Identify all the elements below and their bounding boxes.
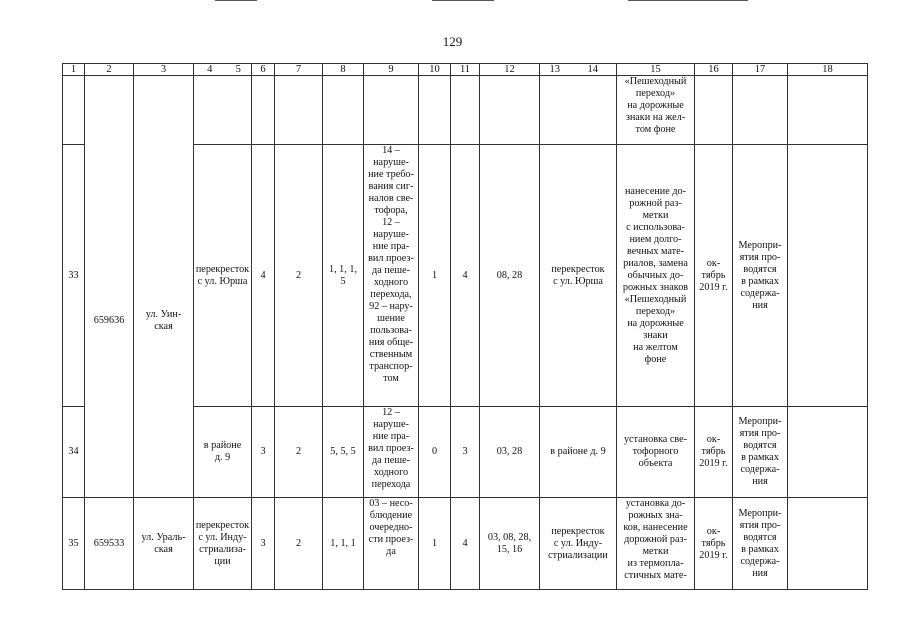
- col7-value: 2: [275, 407, 323, 498]
- cell: [695, 76, 733, 145]
- col10-value: 0: [419, 407, 451, 498]
- violations-text: 14 – наруше- ние требо- вания сиг- налов све- тофора, 12 – наруше- ние пра- вил проез- да пеше- ходного перехода, 92 – нару- шение пользова- ния обще- ственным транспор- том: [364, 145, 419, 407]
- col-header-18: 18: [788, 64, 868, 76]
- location: перекресток с ул. Инду- стриализа- ции: [194, 498, 252, 590]
- location-detail: перекресток с ул. Инду- стриализации: [540, 498, 617, 590]
- cell: [323, 76, 364, 145]
- col6-value: 3: [252, 407, 275, 498]
- note: Меропри- ятия про- водятся в рамках содержа- ния: [733, 498, 788, 590]
- continuation-row: [63, 76, 868, 145]
- col18-value: [788, 498, 868, 590]
- measures-text: нанесение до- рожной раз- метки с использова- нием долго- вечных мате- риалов, замена обычных до- рожных знаков «Пешеходный переход» на дорожные знаки на желтом фоне: [617, 145, 695, 407]
- col11-value: 4: [451, 498, 480, 590]
- col-header-11: 11: [451, 64, 480, 76]
- col-header-10: 10: [419, 64, 451, 76]
- road-code: 659636: [85, 145, 134, 498]
- col10-value: 1: [419, 498, 451, 590]
- col10-value: 1: [419, 145, 451, 407]
- location: в районе д. 9: [194, 407, 252, 498]
- note: Меропри- ятия про- водятся в рамках содержа- ния: [733, 407, 788, 498]
- col6-value: 4: [252, 145, 275, 407]
- row-number: 35: [63, 498, 85, 590]
- road-code: 659533: [85, 498, 134, 590]
- cell: [134, 76, 194, 145]
- col-header-3: 3: [134, 64, 194, 76]
- data-table: [62, 63, 868, 590]
- row-number: 33: [63, 145, 85, 407]
- col-header-1: 1: [63, 64, 85, 76]
- col12-value: 03, 28: [480, 407, 540, 498]
- column-header-row: [63, 64, 868, 76]
- col12-value: 08, 28: [480, 145, 540, 407]
- col11-value: 4: [451, 145, 480, 407]
- measures-text: установка до- рожных зна- ков, нанесение дорожной раз- метки из термопла- стичных мате-: [617, 498, 695, 590]
- top-rule-right: [628, 0, 748, 1]
- location-detail: перекресток с ул. Юрша: [540, 145, 617, 407]
- cell: [788, 76, 868, 145]
- col-header-2: 2: [85, 64, 134, 76]
- violations-text: 12 – наруше- ние пра- вил проез- да пеше- ходного перехода: [364, 407, 419, 498]
- col8-value: 1, 1, 1: [323, 498, 364, 590]
- cell: [275, 76, 323, 145]
- col-header-17: 17: [733, 64, 788, 76]
- col-header-6: 6: [252, 64, 275, 76]
- col-header-4: 4: [194, 64, 226, 76]
- cell: [85, 76, 134, 145]
- col8-value: 1, 1, 1, 5: [323, 145, 364, 407]
- col-header-9: 9: [364, 64, 419, 76]
- col6-value: 3: [252, 498, 275, 590]
- cell: [733, 76, 788, 145]
- cell: [63, 76, 85, 145]
- deadline: ок- тябрь 2019 г.: [695, 145, 733, 407]
- page-number: 129: [442, 34, 463, 49]
- cell: [419, 76, 451, 145]
- violations-text: 03 – несо- блюдение очередно- сти проез- да: [364, 498, 419, 590]
- col-header-13: 13: [540, 64, 570, 76]
- measure-text-continued: «Пешеходный переход» на дорожные знаки на жел- том фоне: [617, 76, 695, 145]
- col8-value: 5, 5, 5: [323, 407, 364, 498]
- cell: [252, 76, 275, 145]
- cell: [480, 76, 540, 145]
- table-row: [63, 498, 868, 590]
- note: Меропри- ятия про- водятся в рамках содержа- ния: [733, 145, 788, 407]
- col-header-12: 12: [480, 64, 540, 76]
- cell: [540, 76, 617, 145]
- col-header-15: 15: [617, 64, 695, 76]
- col7-value: 2: [275, 145, 323, 407]
- col-header-5: 5: [226, 64, 252, 76]
- col11-value: 3: [451, 407, 480, 498]
- deadline: ок- тябрь 2019 г.: [695, 498, 733, 590]
- top-rule-left: [215, 0, 257, 1]
- street-name: ул. Ураль- ская: [134, 498, 194, 590]
- col-header-8: 8: [323, 64, 364, 76]
- cell: [451, 76, 480, 145]
- col12-value: 03, 08, 28, 15, 16: [480, 498, 540, 590]
- location-detail: в районе д. 9: [540, 407, 617, 498]
- top-rule-middle: [432, 0, 494, 1]
- col-header-14: 14: [570, 64, 617, 76]
- cell: [364, 76, 419, 145]
- col7-value: 2: [275, 498, 323, 590]
- table-row: [63, 145, 868, 407]
- location: перекресток с ул. Юрша: [194, 145, 252, 407]
- col18-value: [788, 145, 868, 407]
- street-name: ул. Уин- ская: [134, 145, 194, 498]
- col-header-16: 16: [695, 64, 733, 76]
- row-number: 34: [63, 407, 85, 498]
- col-header-7: 7: [275, 64, 323, 76]
- deadline: ок- тябрь 2019 г.: [695, 407, 733, 498]
- col18-value: [788, 407, 868, 498]
- measures-text: установка све- тофорного объекта: [617, 407, 695, 498]
- cell: [194, 76, 252, 145]
